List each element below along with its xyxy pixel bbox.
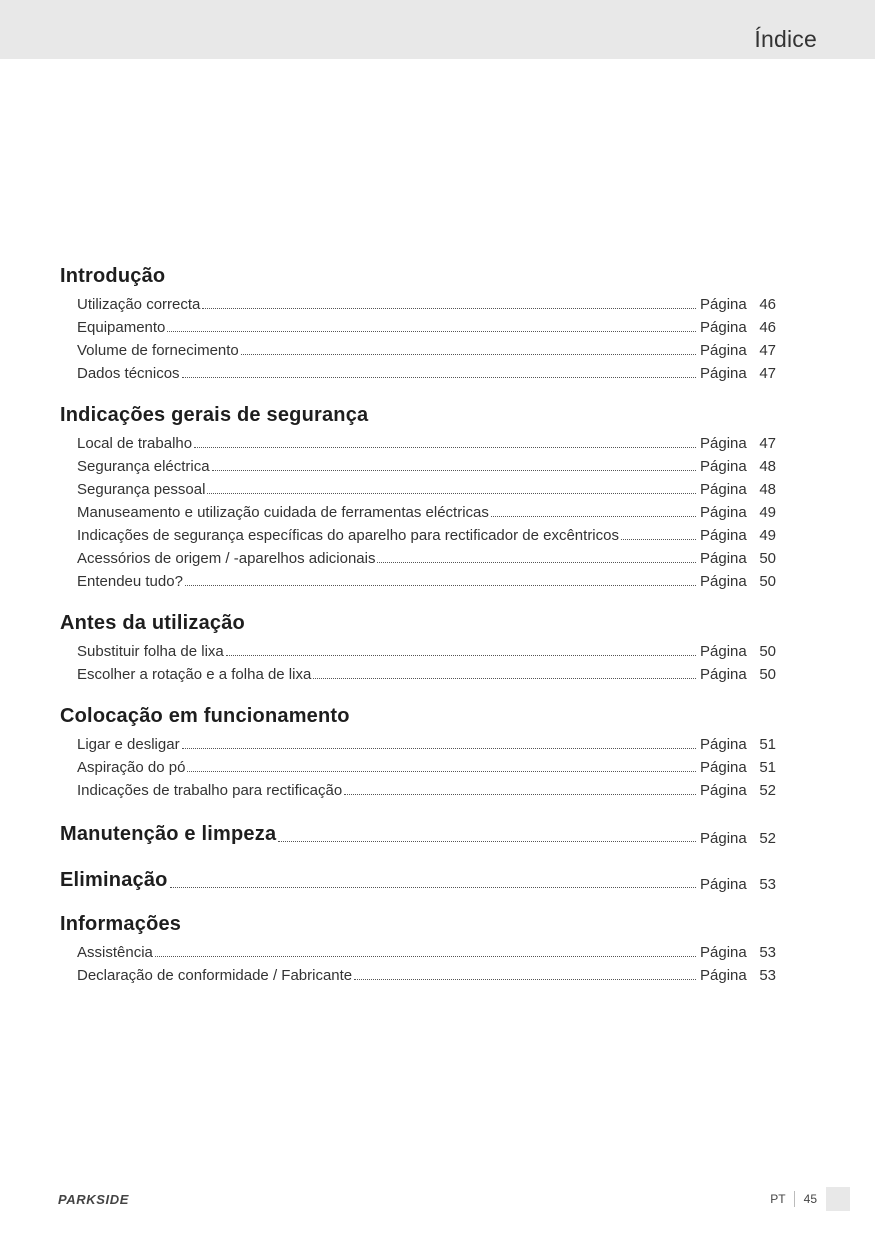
dot-leader xyxy=(491,515,696,517)
brand-logo: PARKSIDE xyxy=(58,1192,130,1207)
dot-leader xyxy=(182,747,696,749)
page-ref: 53 xyxy=(759,944,776,961)
page-word: Página xyxy=(700,573,747,590)
toc-entry[interactable] xyxy=(77,475,776,498)
section-title: Colocação em funcionamento xyxy=(60,705,350,727)
section-title: Antes da utilização xyxy=(60,612,245,634)
page-word: Página xyxy=(700,666,747,683)
page-word: Página xyxy=(700,643,747,660)
dot-leader xyxy=(212,469,696,471)
toc-entry[interactable] xyxy=(77,521,776,544)
page-word: Página xyxy=(700,550,747,567)
entry-list xyxy=(60,290,776,382)
entry-list xyxy=(60,938,776,984)
entry-list xyxy=(60,730,776,799)
dot-leader xyxy=(187,770,696,772)
entry-label: Segurança pessoal xyxy=(77,481,206,498)
dot-leader xyxy=(167,330,696,332)
page-word: Página xyxy=(700,296,747,313)
page-ref: 53 xyxy=(759,967,776,984)
page-ref: 50 xyxy=(759,573,776,590)
dot-leader xyxy=(226,654,696,656)
dot-leader xyxy=(621,538,696,540)
entry-label: Escolher a rotação e a folha de lixa xyxy=(77,666,312,683)
toc-entry[interactable] xyxy=(77,359,776,382)
toc-entry[interactable] xyxy=(77,313,776,336)
page-ref: 52 xyxy=(759,830,776,847)
page-ref: 46 xyxy=(759,296,776,313)
toc-section xyxy=(60,911,776,984)
toc-entry[interactable] xyxy=(77,753,776,776)
language-code: PT xyxy=(770,1192,786,1206)
table-of-contents xyxy=(60,263,776,1004)
toc-entry[interactable] xyxy=(77,660,776,683)
section-title: Eliminação xyxy=(60,869,168,891)
entry-label: Local de trabalho xyxy=(77,435,193,452)
page-ref: 48 xyxy=(759,481,776,498)
section-title: Introdução xyxy=(60,265,166,287)
entry-label: Dados técnicos xyxy=(77,365,180,382)
page-word: Página xyxy=(700,782,747,799)
page-word: Página xyxy=(700,481,747,498)
page-word: Página xyxy=(700,876,747,893)
page-ref: 49 xyxy=(759,527,776,544)
dot-leader xyxy=(313,677,696,679)
page-ref: 49 xyxy=(759,504,776,521)
entry-label: Assistência xyxy=(77,944,153,961)
dot-leader xyxy=(344,793,696,795)
entry-label: Ligar e desligar xyxy=(77,736,180,753)
toc-entry[interactable] xyxy=(77,938,776,961)
toc-section-row[interactable] xyxy=(60,865,776,895)
entry-label: Indicações de segurança específicas do aparelho para rectificador de excêntricos xyxy=(77,527,619,544)
page-word: Página xyxy=(700,319,747,336)
page-ref: 47 xyxy=(759,342,776,359)
section-title: Informações xyxy=(60,913,182,935)
dot-leader xyxy=(202,307,696,309)
page-word: Página xyxy=(700,435,747,452)
page-ref: 53 xyxy=(759,876,776,893)
toc-section xyxy=(60,263,776,382)
entry-label: Substituir folha de lixa xyxy=(77,643,224,660)
page-word: Página xyxy=(700,342,747,359)
entry-label: Equipamento xyxy=(77,319,166,336)
page-ref: 50 xyxy=(759,666,776,683)
entry-label: Entendeu tudo? xyxy=(77,573,183,590)
page-ref: 47 xyxy=(759,435,776,452)
toc-entry[interactable] xyxy=(77,637,776,660)
dot-leader xyxy=(278,840,696,842)
entry-label: Volume de fornecimento xyxy=(77,342,239,359)
entry-label: Segurança eléctrica xyxy=(77,458,210,475)
dot-leader xyxy=(182,376,696,378)
footer-page-info xyxy=(770,1187,850,1211)
page-number: 45 xyxy=(803,1192,817,1206)
entry-label: Indicações de trabalho para rectificação xyxy=(77,782,343,799)
dot-leader xyxy=(194,446,696,448)
page-word: Página xyxy=(700,759,747,776)
toc-entry[interactable] xyxy=(77,429,776,452)
toc-section-row[interactable] xyxy=(60,819,776,849)
toc-entry[interactable] xyxy=(77,498,776,521)
toc-entry[interactable] xyxy=(77,544,776,567)
toc-entry[interactable] xyxy=(77,730,776,753)
entry-list xyxy=(60,637,776,683)
page-ref: 52 xyxy=(759,782,776,799)
entry-list xyxy=(60,429,776,590)
toc-entry[interactable] xyxy=(77,290,776,313)
page-ref: 46 xyxy=(759,319,776,336)
dot-leader xyxy=(377,561,696,563)
toc-entry[interactable] xyxy=(77,452,776,475)
dot-leader xyxy=(185,584,696,586)
page-word: Página xyxy=(700,967,747,984)
toc-section xyxy=(60,610,776,683)
dot-leader xyxy=(170,886,696,888)
toc-entry[interactable] xyxy=(77,776,776,799)
page-ref: 51 xyxy=(759,759,776,776)
page-tab-marker xyxy=(826,1187,850,1211)
page-title: Índice xyxy=(754,26,817,52)
page-ref: 50 xyxy=(759,550,776,567)
page-word: Página xyxy=(700,504,747,521)
header-bar xyxy=(0,0,875,59)
toc-section xyxy=(60,402,776,590)
toc-section xyxy=(60,703,776,799)
toc-entry[interactable] xyxy=(77,961,776,984)
page-word: Página xyxy=(700,365,747,382)
page-ref: 47 xyxy=(759,365,776,382)
page-ref: 51 xyxy=(759,736,776,753)
entry-label: Acessórios de origem / -aparelhos adicionais xyxy=(77,550,376,567)
page-word: Página xyxy=(700,830,747,847)
dot-leader xyxy=(155,955,696,957)
entry-label: Declaração de conformidade / Fabricante xyxy=(77,967,353,984)
dot-leader xyxy=(207,492,696,494)
toc-entry[interactable] xyxy=(77,336,776,359)
page-word: Página xyxy=(700,736,747,753)
page-word: Página xyxy=(700,527,747,544)
section-title: Indicações gerais de segurança xyxy=(60,404,369,426)
page-word: Página xyxy=(700,944,747,961)
section-title: Manutenção e limpeza xyxy=(60,823,277,845)
page-word: Página xyxy=(700,458,747,475)
dot-leader xyxy=(354,978,696,980)
page-ref: 48 xyxy=(759,458,776,475)
page-ref: 50 xyxy=(759,643,776,660)
entry-label: Manuseamento e utilização cuidada de ferramentas eléctricas xyxy=(77,504,489,521)
entry-label: Aspiração do pó xyxy=(77,759,186,776)
entry-label: Utilização correcta xyxy=(77,296,201,313)
toc-entry[interactable] xyxy=(77,567,776,590)
dot-leader xyxy=(241,353,696,355)
